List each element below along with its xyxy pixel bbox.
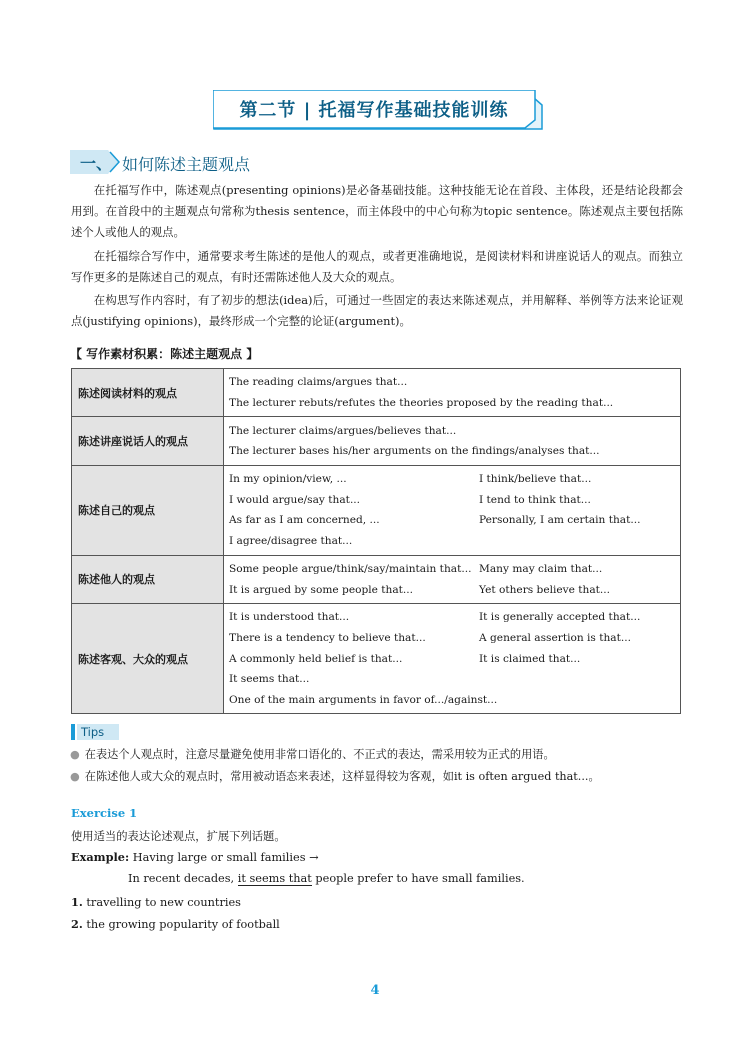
phrase-line: [226, 393, 680, 414]
phrase-line: [226, 690, 680, 711]
example-label: Example:: [71, 850, 130, 864]
phrase-left: A commonly held belief is that...: [229, 652, 403, 665]
phrase-left: The lecturer bases his/her arguments on the findings/analyses that...: [229, 445, 600, 458]
exercise-item-1: [71, 895, 241, 909]
table-label: 【 写作素材积累：陈述主题观点 】: [70, 347, 259, 361]
tips-bar: [71, 724, 75, 740]
table-phrases: [224, 369, 681, 417]
paragraph-2: 在托福综合写作中，通常要求考生陈述的是他人的观点，或者更准确地说，是阅读材料和讲座说话人的观点。而独立写作更多的是陈述自己的观点，有时还需陈述他人及大众的观点。: [71, 249, 683, 284]
phrase-right: It is generally accepted that...: [479, 611, 641, 624]
item-text: travelling to new countries: [86, 896, 241, 909]
table-row: [72, 555, 681, 603]
phrase-line: [226, 559, 680, 580]
answer-pre: In recent decades,: [128, 872, 238, 885]
phrase-right: It is claimed that...: [479, 652, 581, 665]
phrase-left: In my opinion/view, ...: [229, 473, 347, 486]
table-phrases: [224, 417, 681, 465]
bullet-icon: ●: [70, 770, 80, 783]
exercise-instruction: 使用适当的表达论述观点，扩展下列话题。: [71, 830, 286, 843]
phrase-left: One of the main arguments in favor of.../against...: [229, 693, 498, 706]
answer-underlined: it seems that: [237, 872, 312, 885]
tips-label: Tips: [77, 724, 119, 740]
phrase-line: [226, 607, 680, 628]
paragraph-3: 在构思写作内容时，有了初步的想法(idea)后，可通过一些固定的表达来陈述观点，并用解释、举例等方法来论证观点(justifying opinions)，最终形成一个完整的论证(argument)。: [71, 293, 683, 328]
phrase-left: The reading claims/argues that...: [229, 376, 408, 389]
table-category: 陈述自己的观点: [72, 465, 224, 555]
tip-text-2: 在陈述他人或大众的观点时，常用被动语态来表述，这样显得较为客观，如it is often argued that...。: [84, 770, 600, 783]
phrase-left: I agree/disagree that...: [229, 535, 353, 548]
expression-table: [71, 368, 681, 714]
example-topic: Having large or small families →: [132, 851, 319, 864]
tip-item: [70, 746, 555, 762]
heading-number: 一、: [80, 154, 113, 173]
phrase-left: It is argued by some people that...: [229, 583, 414, 596]
exercise-title: Exercise 1: [71, 806, 138, 820]
tip-item: [70, 768, 600, 784]
table-row: [72, 603, 681, 713]
table-category: 陈述他人的观点: [72, 555, 224, 603]
phrase-right: I tend to think that...: [479, 493, 591, 506]
page-number: 4: [370, 983, 380, 998]
phrase-left: The lecturer claims/argues/believes that...: [229, 424, 457, 437]
answer-post: people prefer to have small families.: [311, 872, 525, 885]
phrase-line: [226, 441, 680, 462]
phrase-left: The lecturer rebuts/refutes the theories proposed by the reading that...: [229, 397, 614, 410]
section-heading: [70, 150, 470, 176]
phrase-right: I think/believe that...: [479, 473, 592, 486]
table-row: [72, 417, 681, 465]
example-answer: [128, 872, 525, 885]
table-category: 陈述客观、大众的观点: [72, 603, 224, 713]
phrase-left: It is understood that...: [229, 611, 350, 624]
phrase-left: I would argue/say that...: [229, 493, 361, 506]
table-category: 陈述讲座说话人的观点: [72, 417, 224, 465]
section-banner-title: 第二节 | 托福写作基础技能训练: [239, 100, 509, 121]
phrase-left: It seems that...: [229, 673, 310, 686]
phrase-left: Some people argue/think/say/maintain that...: [229, 562, 472, 575]
item-number: 1.: [71, 895, 83, 909]
phrase-line: [226, 372, 680, 393]
paragraph-1: 在托福写作中，陈述观点(presenting opinions)是必备基础技能。这种技能无论在首段、主体段，还是结论段都会用到。在首段中的主题观点句常称为thesis sentence，而主体段中的中心句称为topic sentence。陈述观点主要包括陈述个人或他人的观点。: [71, 183, 683, 239]
phrase-right: Many may claim that...: [479, 562, 603, 575]
tip-text-1: 在表达个人观点时，注意尽量避免使用非常口语化的、不正式的表达，需采用较为正式的用语。: [84, 748, 555, 761]
bullet-icon: ●: [70, 748, 80, 761]
phrase-line: [226, 489, 680, 510]
table-phrases: [224, 555, 681, 603]
phrase-line: [226, 628, 680, 649]
table-phrases: [224, 465, 681, 555]
phrase-line: [226, 648, 680, 669]
phrase-line: [226, 579, 680, 600]
section-banner: [213, 90, 543, 130]
exercise-item-2: [71, 917, 280, 931]
phrase-line: [226, 469, 680, 490]
table-phrases: [224, 603, 681, 713]
phrase-right: Yet others believe that...: [479, 583, 611, 596]
phrase-line: [226, 420, 680, 441]
table-row: [72, 369, 681, 417]
phrase-left: There is a tendency to believe that...: [229, 631, 426, 644]
phrase-right: A general assertion is that...: [479, 631, 631, 644]
phrase-line: [226, 531, 680, 552]
phrase-line: [226, 510, 680, 531]
table-category: 陈述阅读材料的观点: [72, 369, 224, 417]
heading-title: 如何陈述主题观点: [122, 155, 251, 174]
item-text: the growing popularity of football: [86, 918, 280, 931]
phrase-line: [226, 669, 680, 690]
table-row: [72, 465, 681, 555]
phrase-left: As far as I am concerned, ...: [229, 514, 380, 527]
item-number: 2.: [71, 917, 83, 931]
phrase-right: Personally, I am certain that...: [479, 514, 641, 527]
example-line: [71, 850, 319, 864]
